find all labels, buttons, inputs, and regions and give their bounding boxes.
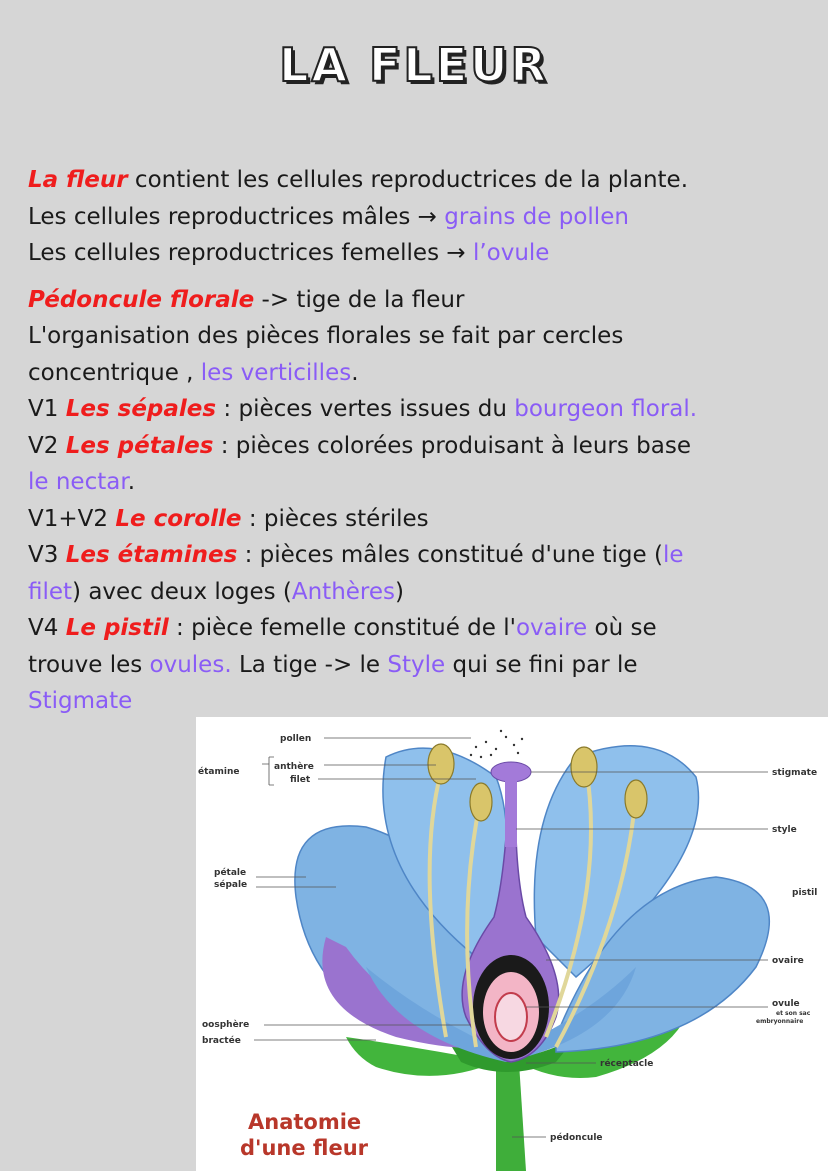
- text: Les cellules reproductrices femelles →: [28, 240, 473, 266]
- label-ovule: ovule: [772, 999, 800, 1009]
- anther-3: [571, 747, 597, 787]
- label-sepale: sépale: [214, 880, 248, 890]
- v1-line: [28, 391, 818, 428]
- text: ): [395, 578, 404, 605]
- text: : pièce femelle constitué de l': [168, 615, 516, 641]
- caption-line-1: Anatomie: [248, 1110, 362, 1134]
- term-le: le: [662, 542, 684, 568]
- term-petales: Les pétales: [65, 432, 214, 459]
- v12-line: [28, 501, 818, 538]
- label-petale: pétale: [214, 868, 247, 878]
- text: : pièces vertes issues du: [216, 396, 515, 422]
- organisation-line-2: [28, 355, 818, 392]
- term-pedoncule: Pédoncule florale: [28, 286, 255, 313]
- term-ovaire: ovaire: [515, 615, 588, 641]
- label-ovule-sub1: et son sac: [776, 1010, 811, 1017]
- text: : pièces mâles constitué d'une tige (: [237, 542, 663, 568]
- text: où se: [587, 615, 657, 641]
- label-ovaire: ovaire: [772, 956, 804, 966]
- intro-line-2: [28, 199, 818, 236]
- v2-line-2: [28, 464, 818, 501]
- term-ovules: ovules.: [149, 651, 232, 678]
- flower-anatomy-diagram: [196, 717, 828, 1171]
- text: -> tige de la fleur: [254, 286, 465, 313]
- text: V4: [28, 615, 66, 641]
- term-bourgeon: bourgeon floral.: [514, 396, 698, 422]
- term-la-fleur: La fleur: [28, 167, 128, 193]
- intro-line-1: [28, 162, 818, 199]
- text: ) avec deux loges (: [72, 578, 292, 605]
- anther-4: [625, 780, 647, 818]
- anther-1: [428, 744, 454, 784]
- caption-line-2: d'une fleur: [240, 1136, 369, 1160]
- label-pistil: pistil: [792, 888, 818, 898]
- text: .: [351, 359, 359, 386]
- intro-line-3: [28, 235, 818, 272]
- text: V3: [28, 542, 66, 568]
- label-bractee: bractée: [202, 1036, 241, 1046]
- term-corolle: Le corolle: [115, 505, 242, 532]
- term-grains-de-pollen: grains de pollen: [444, 203, 629, 230]
- lesson-text: [28, 162, 818, 720]
- term-nectar: le nectar: [28, 469, 128, 495]
- label-stigmate: stigmate: [772, 768, 818, 778]
- organisation-line-1: [28, 318, 818, 355]
- term-antheres: Anthères: [291, 578, 396, 605]
- term-stigmate: Stigmate: [28, 688, 133, 714]
- text: V1+V2: [28, 505, 116, 532]
- v4-line-2: [28, 647, 818, 684]
- label-pedoncule: pédoncule: [550, 1133, 603, 1143]
- term-verticilles: les verticilles: [200, 359, 352, 386]
- text: : pièces colorées produisant à leurs base: [213, 432, 691, 459]
- pedoncule-line: [28, 282, 818, 319]
- text: trouve les: [28, 651, 150, 678]
- label-oosphere: oosphère: [202, 1020, 250, 1030]
- label-receptacle: réceptacle: [600, 1059, 654, 1069]
- term-filet: filet: [28, 578, 73, 605]
- term-sepales: Les sépales: [65, 396, 217, 422]
- text: Les cellules reproductrices mâles →: [28, 203, 445, 230]
- text: L'organisation des pièces florales se fait par cercles: [28, 323, 624, 349]
- v3-line: [28, 537, 818, 574]
- text: concentrique ,: [28, 359, 201, 386]
- ovule-sac: [495, 993, 527, 1041]
- term-style: Style: [387, 651, 446, 678]
- text: V2: [28, 432, 66, 459]
- pollen-grains: [470, 730, 523, 758]
- label-ovule-sub2: embryonnaire: [756, 1018, 804, 1025]
- label-pollen: pollen: [280, 734, 312, 744]
- text: qui se fini par le: [445, 651, 638, 678]
- label-filet: filet: [290, 775, 311, 785]
- anther-2: [470, 783, 492, 821]
- page-title: LA FLEUR: [279, 38, 549, 92]
- term-ovule: l’ovule: [472, 240, 550, 266]
- text: contient les cellules reproductrices de la plante.: [127, 167, 688, 193]
- term-pistil: Le pistil: [65, 615, 169, 641]
- v4-line-3: [28, 683, 818, 720]
- text: La tige -> le: [231, 651, 388, 678]
- v2-line: [28, 428, 818, 465]
- text: .: [127, 469, 135, 495]
- label-etamine: étamine: [198, 767, 240, 777]
- v4-line: [28, 610, 818, 647]
- text: : pièces stériles: [241, 505, 429, 532]
- v3-line-2: [28, 574, 818, 611]
- label-style: style: [772, 825, 797, 835]
- flower-illustration: [196, 717, 828, 1171]
- term-etamines: Les étamines: [65, 542, 238, 568]
- label-anthere: anthère: [274, 762, 314, 772]
- text: V1: [28, 396, 66, 422]
- style-stalk: [505, 777, 517, 847]
